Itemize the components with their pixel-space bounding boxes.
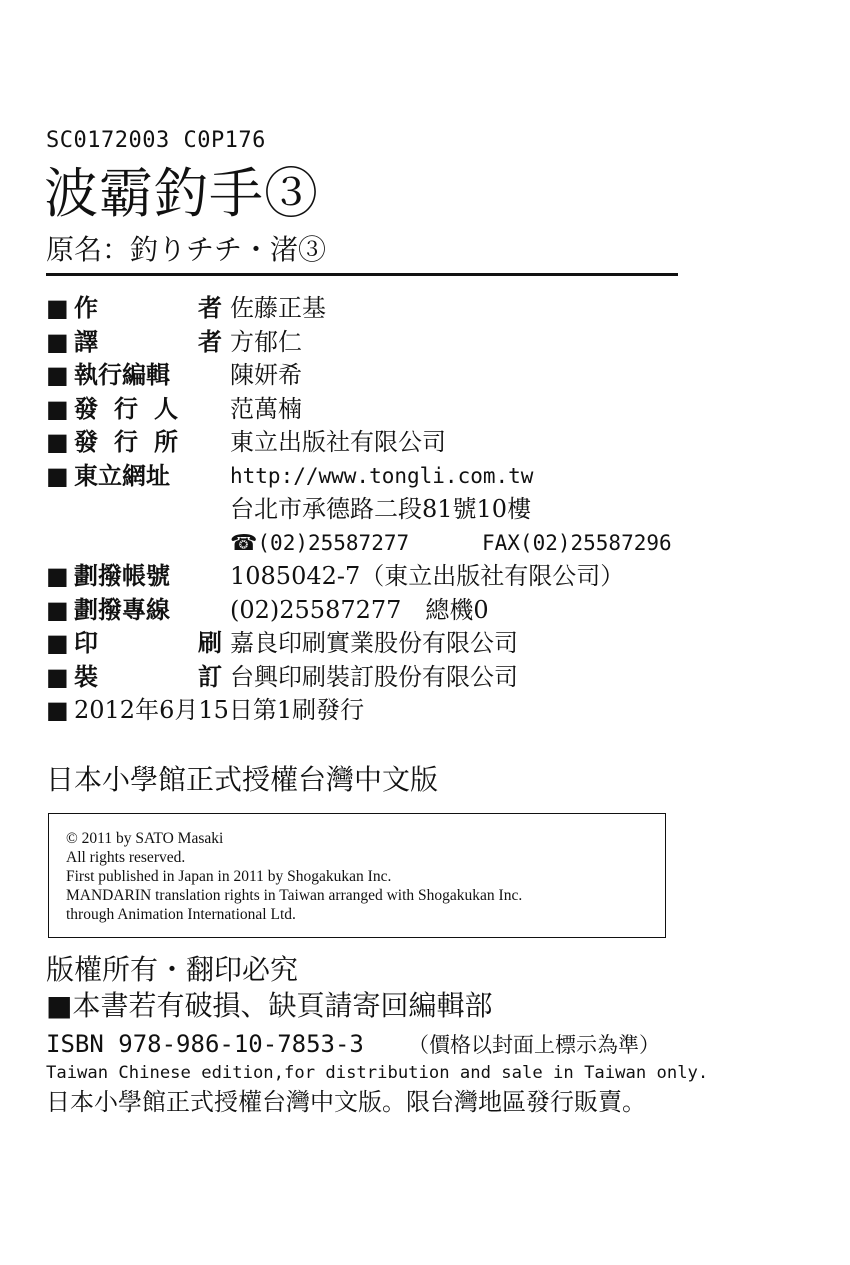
credits-list — [46, 292, 706, 728]
label-char: 作 — [74, 294, 98, 322]
label-char: 行 — [114, 394, 138, 423]
credit-value: 1085042-7（東立出版社有限公司） — [230, 562, 625, 590]
copyright-box — [48, 813, 666, 938]
credit-row-executive-editor — [46, 359, 706, 393]
credit-label — [74, 426, 178, 458]
official-license-notice: 日本小學館正式授權台灣中文版 — [46, 763, 439, 796]
credit-label: 劃撥帳號 — [74, 562, 170, 590]
credit-row-publisher — [46, 393, 706, 427]
bullet-square-icon: ■ — [46, 461, 69, 490]
label-char: 訂 — [198, 662, 222, 691]
credit-row-translator — [46, 326, 706, 360]
credit-label — [74, 292, 222, 324]
label-char: 行 — [114, 428, 138, 456]
label-char: 刷 — [198, 629, 222, 657]
label-char: 人 — [154, 394, 178, 423]
credit-label — [74, 627, 222, 659]
label-char: 裝 — [74, 662, 98, 691]
bullet-square-icon: ■ — [46, 562, 69, 590]
label-char: 者 — [198, 327, 222, 356]
address-text: 台北市承德路二段81號10樓 — [230, 495, 532, 523]
label-char: 發 — [74, 428, 98, 456]
bullet-square-icon: ■ — [46, 294, 69, 322]
credit-value: 東立出版社有限公司 — [230, 428, 446, 456]
book-title: 波霸釣手③ — [44, 162, 319, 225]
edition-note: Taiwan Chinese edition,for distribution and sale in Taiwan only. — [46, 1063, 709, 1083]
rights-reserved: 版權所有・翻印必究 — [46, 953, 299, 986]
website-link[interactable]: http://www.tongli.com.tw — [230, 463, 534, 488]
bullet-square-icon: ■ — [46, 696, 69, 724]
original-title: 原名：釣りチチ・渚③ — [46, 233, 327, 266]
credit-label — [74, 661, 222, 693]
copyright-line: All rights reserved. — [66, 849, 186, 866]
product-code: SC0172003 C0P176 — [46, 128, 266, 153]
copyright-line: © 2011 by SATO Masaki — [66, 830, 224, 847]
bullet-square-icon: ■ — [46, 662, 69, 691]
bullet-square-icon: ■ — [46, 989, 73, 1022]
credit-value: (02)25587277 總機0 — [230, 595, 489, 624]
title-divider — [46, 273, 678, 276]
bullet-square-icon: ■ — [46, 327, 69, 356]
credit-row-transfer-account — [46, 560, 706, 594]
bullet-square-icon: ■ — [46, 394, 69, 423]
label-char: 者 — [198, 294, 222, 322]
copyright-line: through Animation International Ltd. — [66, 906, 296, 923]
credit-label — [74, 326, 222, 358]
credit-value: 台興印刷裝訂股份有限公司 — [230, 662, 518, 691]
damaged-book-notice — [46, 988, 492, 1024]
credit-value: 嘉良印刷實業股份有限公司 — [230, 629, 518, 657]
credit-row-publishing-house — [46, 426, 706, 460]
bullet-square-icon: ■ — [46, 595, 69, 624]
credit-row-author — [46, 292, 706, 326]
phone-number: (02)25587277 — [257, 530, 410, 555]
distribution-note: 日本小學館正式授權台灣中文版。限台灣地區發行販賣。 — [46, 1088, 646, 1116]
label-char: 發 — [74, 394, 98, 423]
bullet-square-icon: ■ — [46, 629, 69, 657]
damaged-text: 本書若有破損、缺頁請寄回編輯部 — [72, 989, 493, 1022]
credit-label: 執行編輯 — [74, 361, 170, 389]
copyright-line: MANDARIN translation rights in Taiwan arranged with Shogakukan Inc. — [66, 887, 523, 904]
isbn: ISBN 978-986-10-7853-3 — [46, 1030, 364, 1058]
credit-value: 范萬楠 — [230, 394, 302, 423]
phone-line — [230, 527, 409, 560]
credit-value: 佐藤正基 — [230, 294, 326, 322]
copyright-line: First published in Japan in 2011 by Shogakukan Inc. — [66, 868, 392, 885]
credit-row-address — [46, 493, 706, 527]
bullet-square-icon: ■ — [46, 361, 69, 389]
credit-label: 劃撥專線 — [74, 595, 170, 624]
credit-row-website — [46, 460, 706, 494]
telephone-icon: ☎ — [230, 530, 258, 556]
credit-row-release — [46, 694, 706, 728]
credit-label — [74, 393, 178, 425]
credit-row-transfer-hotline — [46, 594, 706, 628]
credit-row-printing — [46, 627, 706, 661]
credit-value: 陳妍希 — [230, 361, 302, 389]
bullet-square-icon: ■ — [46, 428, 69, 456]
label-char: 印 — [74, 629, 98, 657]
label-char: 譯 — [74, 327, 98, 356]
credit-row-binding — [46, 661, 706, 695]
label-char: 所 — [154, 428, 178, 456]
fax-number: FAX(02)25587296 — [482, 530, 672, 555]
price-note: （價格以封面上標示為準） — [408, 1033, 660, 1057]
credit-value: 方郁仁 — [230, 327, 302, 356]
credit-row-phone — [46, 527, 706, 561]
release-date: 2012年6月15日第1刷發行 — [74, 696, 365, 724]
credit-label: 東立網址 — [74, 461, 170, 490]
